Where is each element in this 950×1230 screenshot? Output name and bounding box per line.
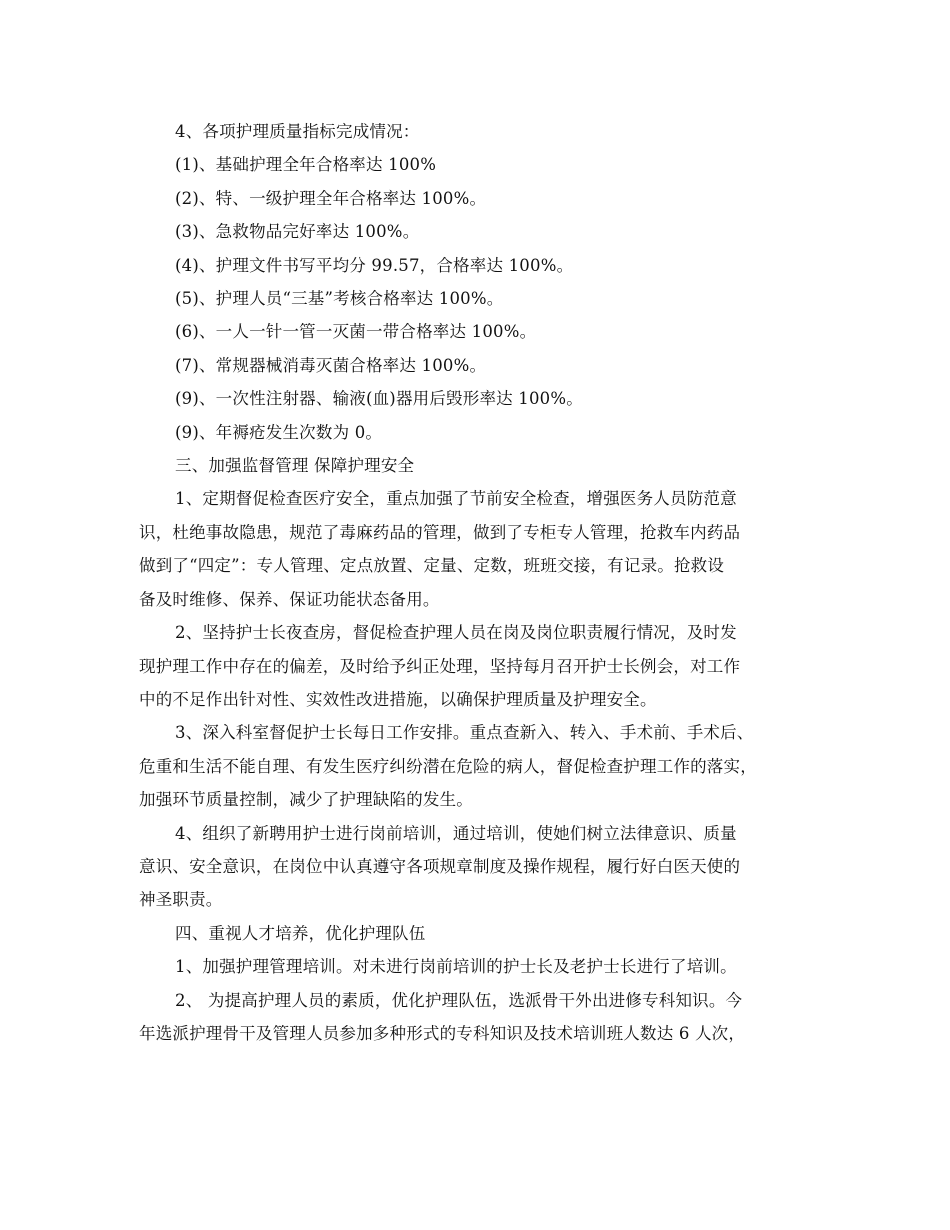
text-line: 备及时维修、保养、保证功能状态备用。	[139, 589, 440, 609]
text-line: 4、组织了新聘用护士进行岗前培训，通过培训，使她们树立法律意识、质量	[175, 823, 737, 843]
text-line: 危重和生活不能自理、有发生医疗纠纷潜在危险的病人，督促检查护理工作的落实，	[139, 756, 757, 776]
text-line: 2、 为提高护理人员的素质，优化护理队伍，选派骨干外出进修专科知识。今	[175, 990, 743, 1010]
text-line: (6)、一人一针一管一灭菌一带合格率达 100%。	[175, 322, 537, 342]
text-line: 年选派护理骨干及管理人员参加多种形式的专科知识及技术培训班人数达 6 人次，	[139, 1023, 746, 1043]
text-line: 现护理工作中存在的偏差，及时给予纠正处理，坚持每月召开护士长例会，对工作	[139, 656, 741, 676]
text-line: 意识、安全意识，在岗位中认真遵守各项规章制度及操作规程，履行好白医天使的	[139, 856, 741, 876]
text-line: (4)、护理文件书写平均分 99.57，合格率达 100%。	[175, 255, 574, 275]
text-line: (5)、护理人员“三基”考核合格率达 100%。	[175, 289, 504, 309]
text-line: (2)、特、一级护理全年合格率达 100%。	[175, 188, 487, 208]
text-line: 3、深入科室督促护士长每日工作安排。重点查新入、转入、手术前、手术后、	[175, 723, 754, 743]
text-line: 识，杜绝事故隐患，规范了毒麻药品的管理，做到了专柜专人管理，抢救车内药品	[139, 522, 741, 542]
text-line: 1、定期督促检查医疗安全，重点加强了节前安全检查，增强医务人员防范意	[175, 489, 737, 509]
text-line: (9)、年褥疮发生次数为 0。	[175, 422, 383, 442]
text-line: 2、坚持护士长夜查房，督促检查护理人员在岗及岗位职责履行情况，及时发	[175, 623, 737, 643]
section-heading: 四、重视人才培养，优化护理队伍	[175, 923, 426, 943]
text-line: 4、各项护理质量指标完成情况：	[175, 122, 420, 141]
text-line: (9)、一次性注射器、输液(血)器用后毁形率达 100%。	[175, 389, 583, 409]
text-line: 中的不足作出针对性、实效性改进措施，以确保护理质量及护理安全。	[139, 689, 657, 709]
document-body	[139, 115, 815, 1050]
text-line: 1、加强护理管理培训。对未进行岗前培训的护士长及老护士长进行了培训。	[175, 957, 737, 977]
section-heading: 三、加强监督管理 保障护理安全	[175, 456, 415, 476]
text-line: (7)、常规器械消毒灭菌合格率达 100%。	[175, 355, 487, 375]
text-line: 做到了“四定”：专人管理、定点放置、定量、定数，班班交接，有记录。抢救设	[139, 556, 725, 576]
text-line: (1)、基础护理全年合格率达 100%	[175, 155, 437, 175]
text-line: 神圣职责。	[139, 890, 223, 910]
text-line: 加强环节质量控制，减少了护理缺陷的发生。	[139, 790, 473, 810]
text-line: (3)、急救物品完好率达 100%。	[175, 222, 420, 242]
